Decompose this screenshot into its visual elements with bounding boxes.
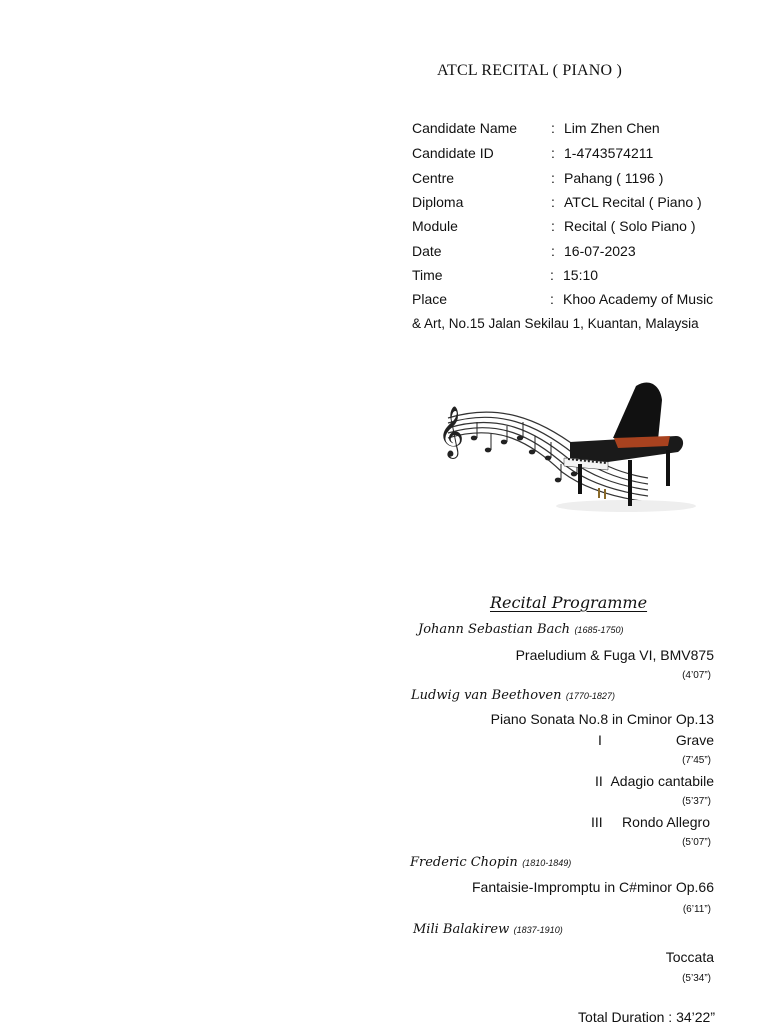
detail-colon: : xyxy=(551,120,555,136)
detail-value-centre: Pahang ( 1196 ) xyxy=(564,170,664,186)
movement-name: Grave xyxy=(675,732,714,748)
detail-colon: : xyxy=(551,218,555,234)
detail-label-diploma: Diploma xyxy=(412,194,464,210)
duration-chopin: (6’11”) xyxy=(682,904,711,915)
movement-numeral: III xyxy=(591,814,603,830)
detail-value-candidate-name: Lim Zhen Chen xyxy=(564,120,660,136)
movement-numeral: II xyxy=(595,773,603,789)
detail-colon: : xyxy=(551,170,555,186)
piece-balakirew: Toccata xyxy=(665,949,714,965)
duration-bach: (4’07”) xyxy=(682,670,711,681)
place-continued: & Art, No.15 Jalan Sekilau 1, Kuantan, Malaysia xyxy=(412,316,699,331)
composer-name: Frederic Chopin xyxy=(410,855,518,870)
piece-chopin: Fantaisie-Impromptu in C#minor Op.66 xyxy=(472,879,714,895)
movement-name: Adagio cantabile xyxy=(610,773,714,789)
piece-beethoven: Piano Sonata No.8 in Cminor Op.13 xyxy=(490,711,714,727)
detail-value-place: Khoo Academy of Music xyxy=(563,291,714,307)
composer-beethoven xyxy=(411,686,615,704)
composer-dates: (1685-1750) xyxy=(574,625,624,635)
detail-colon: : xyxy=(551,194,555,210)
detail-label-place: Place xyxy=(412,291,448,307)
document-title: ATCL RECITAL ( PIANO ) xyxy=(437,62,623,79)
detail-label-date: Date xyxy=(412,243,442,259)
detail-value-module: Recital ( Solo Piano ) xyxy=(564,218,696,234)
detail-colon: : xyxy=(551,243,555,259)
treble-clef-icon: 𝄞 xyxy=(438,406,465,457)
movement-duration: (5’37”) xyxy=(682,796,711,807)
piano-music-illustration xyxy=(408,378,726,518)
detail-label-candidate-name: Candidate Name xyxy=(412,120,518,136)
total-duration: Total Duration : 34’22” xyxy=(578,1009,715,1025)
detail-value-candidate-id: 1-4743574211 xyxy=(564,145,654,161)
composer-bach xyxy=(418,620,623,638)
movement-name: Rondo Allegro xyxy=(622,814,710,830)
composer-dates: (1770-1827) xyxy=(565,691,615,701)
detail-label-centre: Centre xyxy=(412,170,455,186)
composer-name: Ludwig van Beethoven xyxy=(411,688,562,703)
composer-name: Mili Balakirew xyxy=(413,922,510,937)
composer-balakirew xyxy=(413,920,563,938)
detail-label-time: Time xyxy=(412,267,443,283)
movement-numeral: I xyxy=(598,732,602,748)
detail-value-date: 16-07-2023 xyxy=(564,243,636,259)
detail-colon: : xyxy=(550,267,554,283)
piece-bach: Praeludium & Fuga VI, BMV875 xyxy=(515,647,714,663)
movement-duration: (5’07”) xyxy=(682,837,711,848)
detail-label-module: Module xyxy=(412,218,458,234)
detail-colon: : xyxy=(551,145,555,161)
duration-balakirew: (5’34”) xyxy=(682,973,711,984)
composer-chopin xyxy=(410,853,571,871)
composer-dates: (1837-1910) xyxy=(513,925,563,935)
movement-duration: (7’45”) xyxy=(682,755,711,766)
composer-name: Johann Sebastian Bach xyxy=(418,622,570,637)
detail-label-candidate-id: Candidate ID xyxy=(412,145,494,161)
detail-value-time: 15:10 xyxy=(563,267,599,283)
programme-title: Recital Programme xyxy=(490,593,648,612)
composer-dates: (1810-1849) xyxy=(522,858,572,868)
detail-value-diploma: ATCL Recital ( Piano ) xyxy=(564,194,702,210)
detail-colon: : xyxy=(550,291,554,307)
